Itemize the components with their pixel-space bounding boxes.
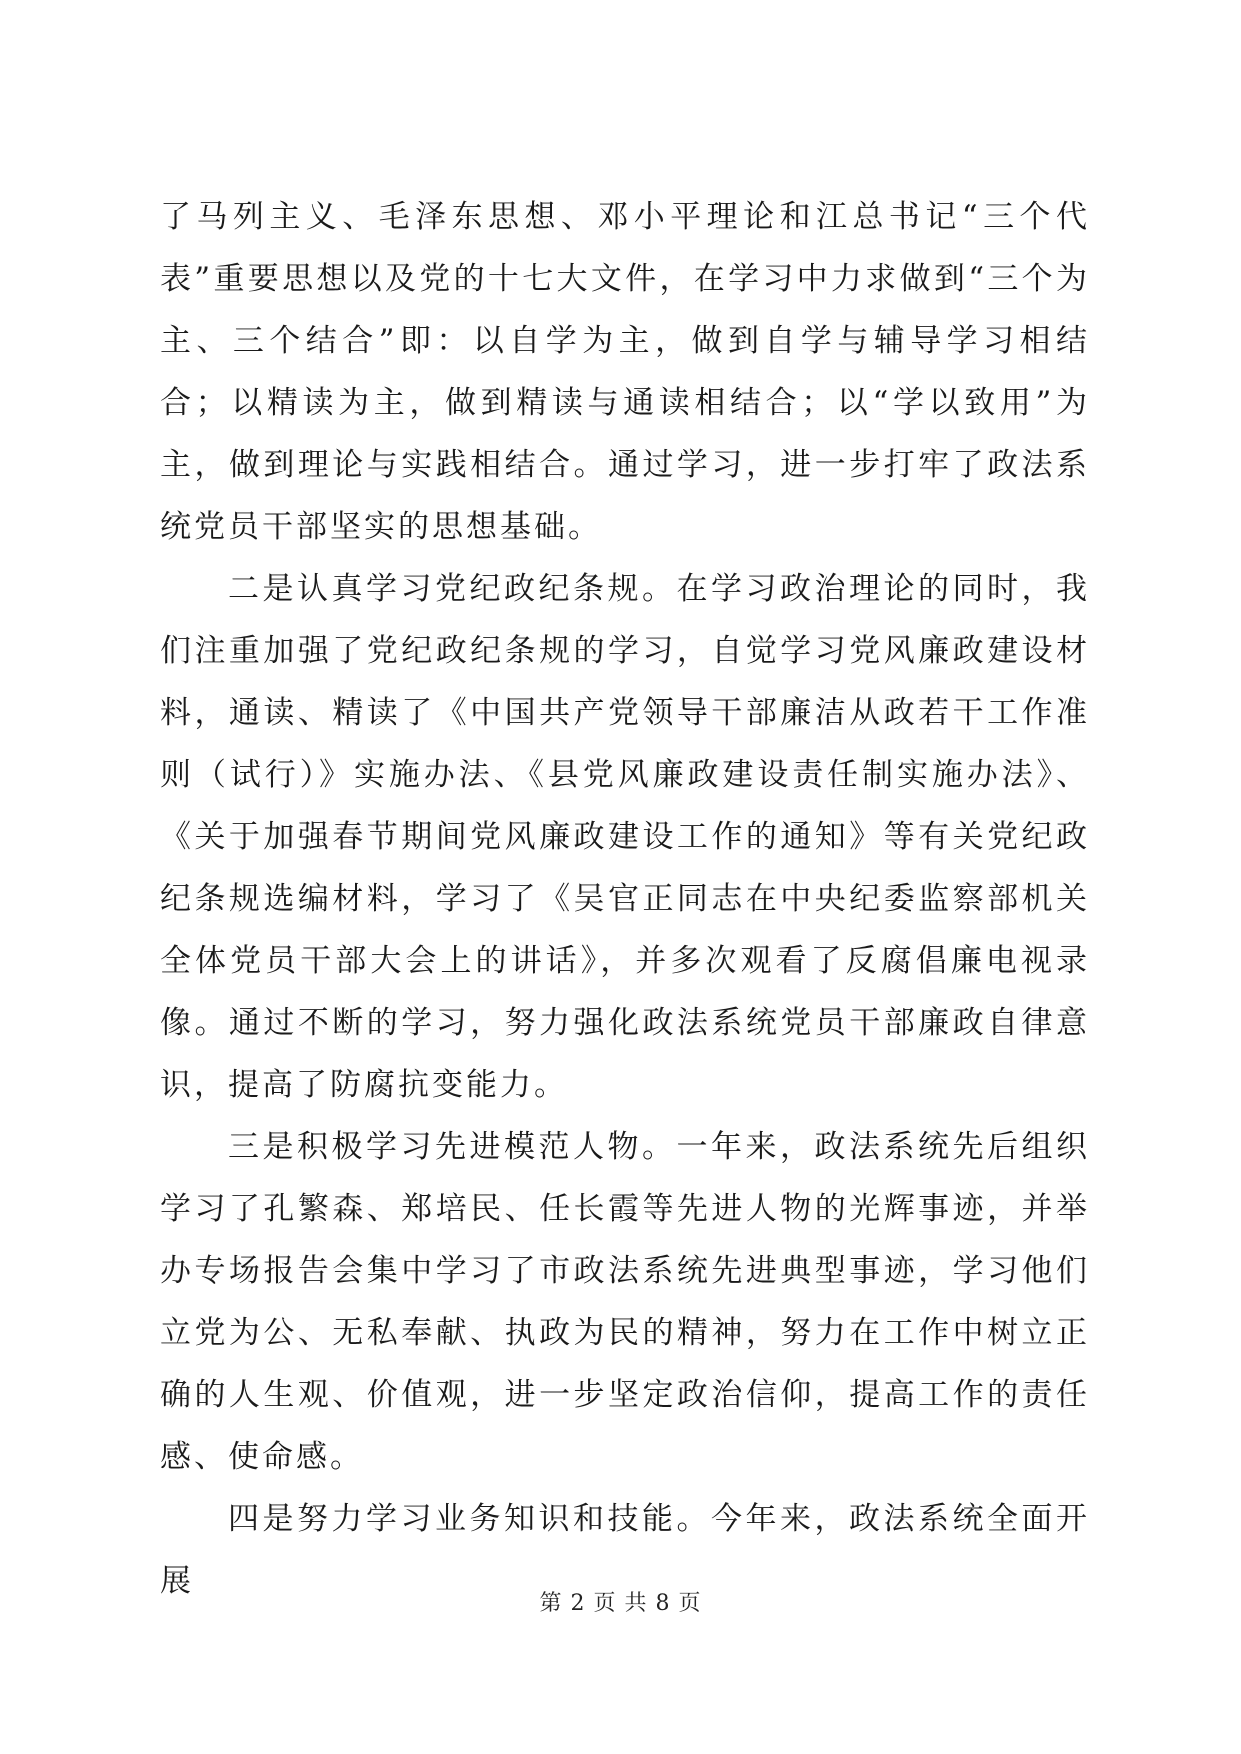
paragraph-continuation: 了马列主义、毛泽东思想、邓小平理论和江总书记“三个代表”重要思想以及党的十七大文件，在学习中力求做到“三个为主、三个结合”即：以自学为主，做到自学与辅导学习相结合；以精读为主，做到精读与通读相结合；以“学以致用”为主，做到理论与实践相结合。通过学习，进一步打牢了政法系统党员干部坚实的思想基础。 <box>160 199 1090 545</box>
paragraph-business-skills: 四是努力学习业务知识和技能。今年来，政法系统全面开展 <box>160 1501 1090 1599</box>
paragraph-model-figures: 三是积极学习先进模范人物。一年来，政法系统先后组织学习了孔繁森、郑培民、任长霞等先进人物的光辉事迹，并举办专场报告会集中学习了市政法系统先进典型事迹，学习他们立党为公、无私奉献、执政为民的精神，努力在工作中树立正确的人生观、价值观，进一步坚定政治信仰，提高工作的责任感、使命感。 <box>160 1129 1090 1475</box>
page-number-footer: 第 2 页 共 8 页 <box>539 1591 702 1616</box>
paragraph-party-discipline: 二是认真学习党纪政纪条规。在学习政治理论的同时，我们注重加强了党纪政纪条规的学习，自觉学习党风廉政建设材料，通读、精读了《中国共产党领导干部廉洁从政若干工作准则（试行）》实施办法、《县党风廉政建设责任制实施办法》、《关于加强春节期间党风廉政建设工作的通知》等有关党纪政纪条规选编材料，学习了《吴官正同志在中央纪委监察部机关全体党员干部大会上的讲话》，并多次观看了反腐倡廉电视录像。通过不断的学习，努力强化政法系统党员干部廉政自律意识，提高了防腐抗变能力。 <box>160 571 1090 1103</box>
document-body <box>160 186 1090 1612</box>
